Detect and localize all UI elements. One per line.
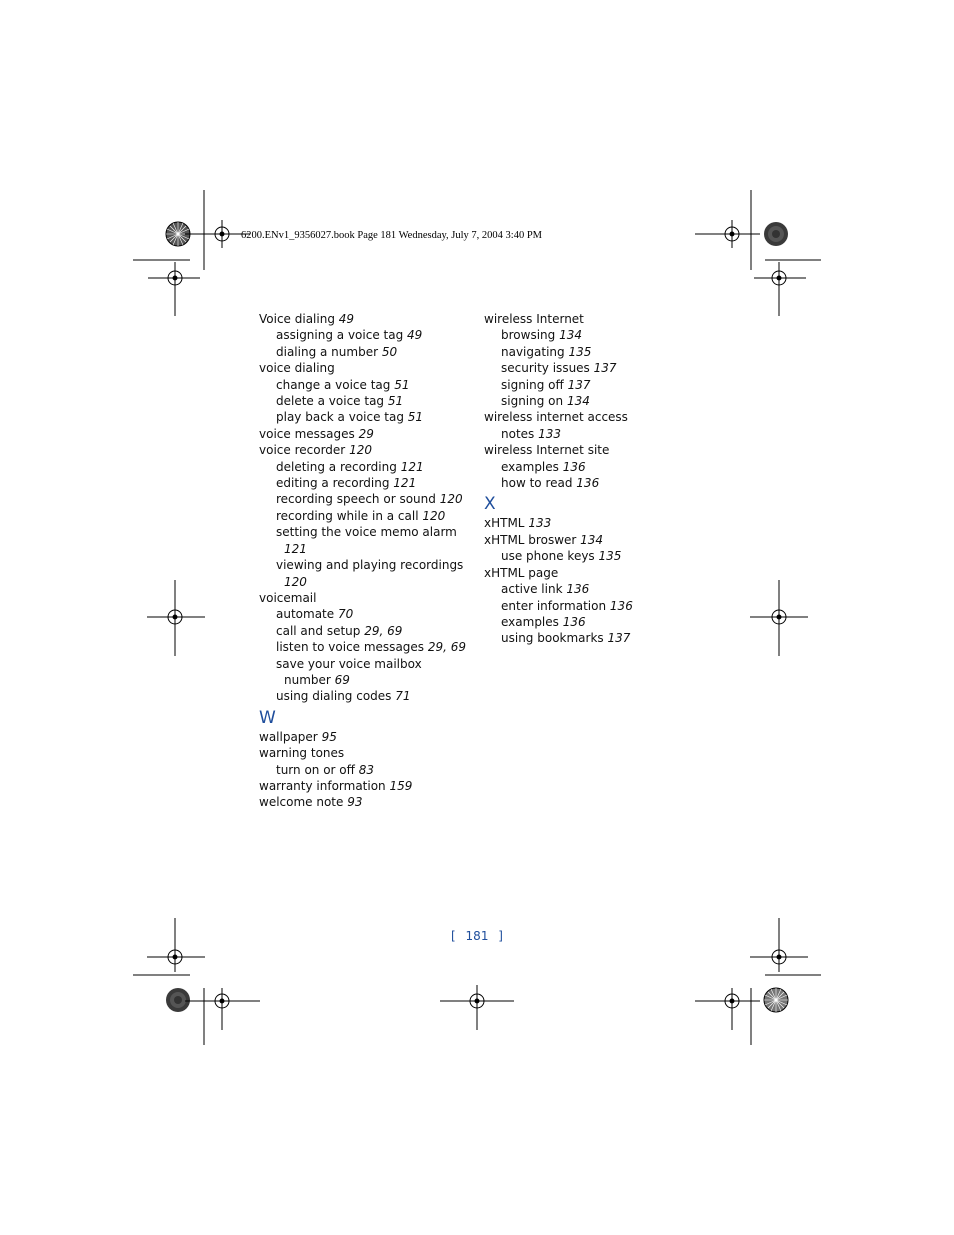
entry-page-ref: 133 [538,426,562,441]
entry-term: deleting a recording [276,459,397,474]
index-subentry [259,459,459,475]
index-subentry [259,574,459,590]
entry-term: assigning a voice tag [276,328,404,343]
index-entry [484,565,684,581]
registration-target-icon [764,222,788,246]
index-entry [484,409,684,425]
entry-page-ref: 120 [422,508,446,523]
index-section-letter: W [259,707,276,728]
index-subentry [484,377,684,393]
entry-page-ref: 121 [393,476,417,491]
entry-page-ref: 134 [580,532,604,547]
index-entry [484,515,684,531]
entry-page-ref: 51 [407,410,424,425]
entry-term: navigating [501,344,565,359]
entry-term: use phone keys [501,549,595,564]
index-subentry [484,459,684,475]
entry-page-ref: 83 [358,762,375,777]
entry-page-ref: 136 [609,598,633,613]
entry-page-ref: 120 [439,492,463,507]
crosshair-icon [695,190,760,270]
entry-page-ref: 71 [395,689,411,704]
index-subentry [259,541,459,557]
index-subentry [259,688,459,704]
entry-page-ref: 137 [567,377,591,392]
entry-term: voice messages [259,426,355,441]
crosshair-icon [133,918,205,975]
entry-term: signing on [501,394,564,409]
entry-term: voice dialing [259,361,335,376]
index-column-left [259,311,467,811]
entry-page-ref: 29 [358,426,374,441]
entry-term: xHTML [484,516,525,531]
index-subentry [259,409,459,425]
entry-term: how to read [501,476,573,491]
entry-term: change a voice tag [276,377,391,392]
entry-term: turn on or off [276,762,355,777]
entry-page-ref: 136 [562,614,586,629]
entry-term: dialing a number [276,344,379,359]
index-subentry [259,327,459,343]
index-entry [259,729,459,745]
index-entry [259,745,459,761]
index-subentry [484,344,684,360]
entry-term: call and setup [276,623,361,638]
index-entry [259,311,459,327]
index-entry [259,442,459,458]
index-subentry [259,475,459,491]
entry-term: warning tones [259,746,345,761]
crosshair-icon [754,260,821,316]
index-subentry [484,598,684,614]
entry-term: wallpaper [259,729,318,744]
index-entry [484,442,684,458]
index-subentry [484,581,684,597]
entry-page-ref: 49 [407,328,423,343]
entry-page-ref: 137 [607,631,631,646]
entry-term: warranty information [259,778,386,793]
index-subentry [259,491,463,507]
crosshair-icon [750,580,808,656]
index-entry [259,794,459,810]
entry-term: listen to voice messages [276,640,425,655]
index-subentry [259,344,459,360]
entry-term: xHTML broswer [484,532,577,547]
index-subentry [259,639,467,655]
index-entry [484,532,684,548]
entry-page-ref: 121 [400,459,424,474]
registration-target-icon [764,988,788,1012]
entry-page-ref: 136 [562,459,586,474]
entry-term: voice recorder [259,443,346,458]
entry-page-ref: 120 [349,443,372,458]
entry-page-ref: 50 [381,344,398,359]
entry-page-ref: 134 [566,394,590,409]
print-header: 6200.ENv1_9356027.book Page 181 Wednesday, July 7, 2004 3:40 PM [241,230,543,241]
entry-page-ref: 49 [338,312,355,326]
entry-page-ref: 51 [394,377,410,392]
index-subentry [259,524,459,540]
index-subentry [259,508,459,524]
crosshair-icon [695,988,760,1045]
entry-page-ref: 69 [334,672,350,687]
entry-term: using bookmarks [501,631,604,646]
entry-page-ref: 135 [568,344,592,359]
entry-page-ref: 159 [389,778,413,793]
entry-term: recording speech or sound [276,492,436,507]
entry-term: voicemail [259,590,317,605]
crosshair-icon [147,580,205,656]
page-footer [0,929,954,943]
entry-page-ref: 120 [284,574,307,589]
footer-open-bracket: [ [451,929,456,943]
entry-term: browsing [501,328,556,343]
page-number: 181 [465,929,489,943]
index-subentry [259,606,459,622]
index-subentry [259,393,459,409]
entry-page-ref: 95 [321,729,337,744]
entry-term: examples [501,459,559,474]
index-subentry [484,360,684,376]
index-entry [259,590,459,606]
entry-page-ref: 93 [347,795,363,810]
entry-term: enter information [501,598,607,613]
index-column-right [484,311,684,647]
index-subentry [259,656,459,672]
registration-target-icon [166,988,190,1012]
entry-term: examples [501,614,559,629]
entry-page-ref: 134 [559,328,582,343]
entry-term: security issues [501,361,590,376]
entry-page-ref: 70 [337,607,354,622]
entry-page-ref: 135 [598,549,622,564]
entry-term: play back a voice tag [276,410,404,425]
entry-term: recording while in a call [276,508,419,523]
index-entry [259,360,459,376]
crosshair-icon [440,985,514,1030]
index-subentry [484,548,684,564]
entry-term: Voice dialing [259,312,335,326]
entry-page-ref: 136 [576,476,600,491]
crosshair-icon [750,918,821,975]
index-subentry [259,762,459,778]
entry-term: editing a recording [276,476,390,491]
index-section-letter: X [484,494,496,515]
index-subentry [259,672,459,688]
entry-term: setting the voice memo alarm [276,525,457,540]
entry-page-ref: 29, 69 [427,640,467,655]
entry-term: wireless Internet site [484,443,610,458]
entry-term: welcome note [259,795,344,810]
crosshair-icon [185,988,260,1045]
index-subentry [484,426,684,442]
entry-term: xHTML page [484,565,559,580]
entry-term: save your voice mailbox [276,656,422,671]
entry-term: delete a voice tag [276,394,385,409]
index-subentry [259,377,459,393]
index-entry [484,311,684,327]
index-subentry [484,614,684,630]
index-entry [259,426,459,442]
entry-page-ref: 121 [284,541,307,556]
crosshair-icon [133,260,200,316]
index-entry [259,778,459,794]
entry-term: notes [501,426,535,441]
index-subentry [259,623,459,639]
entry-page-ref: 137 [593,361,617,376]
entry-page-ref: 133 [528,516,552,531]
index-subentry [484,630,684,646]
entry-term: using dialing codes [276,689,392,704]
index-subentry [259,557,464,573]
entry-term: wireless internet access [484,410,628,425]
entry-page-ref: 29, 69 [364,623,403,638]
index-subentry [484,393,684,409]
entry-term: active link [501,582,563,597]
entry-term: viewing and playing recordings [276,558,464,573]
footer-close-bracket: ] [498,929,503,943]
entry-page-ref: 51 [387,394,404,409]
entry-page-ref: 136 [566,582,590,597]
entry-term: automate [276,607,335,622]
index-subentry [484,475,684,491]
index-subentry [484,327,684,343]
entry-term: wireless Internet [484,312,584,326]
entry-term: number [284,672,331,687]
entry-term: signing off [501,377,564,392]
